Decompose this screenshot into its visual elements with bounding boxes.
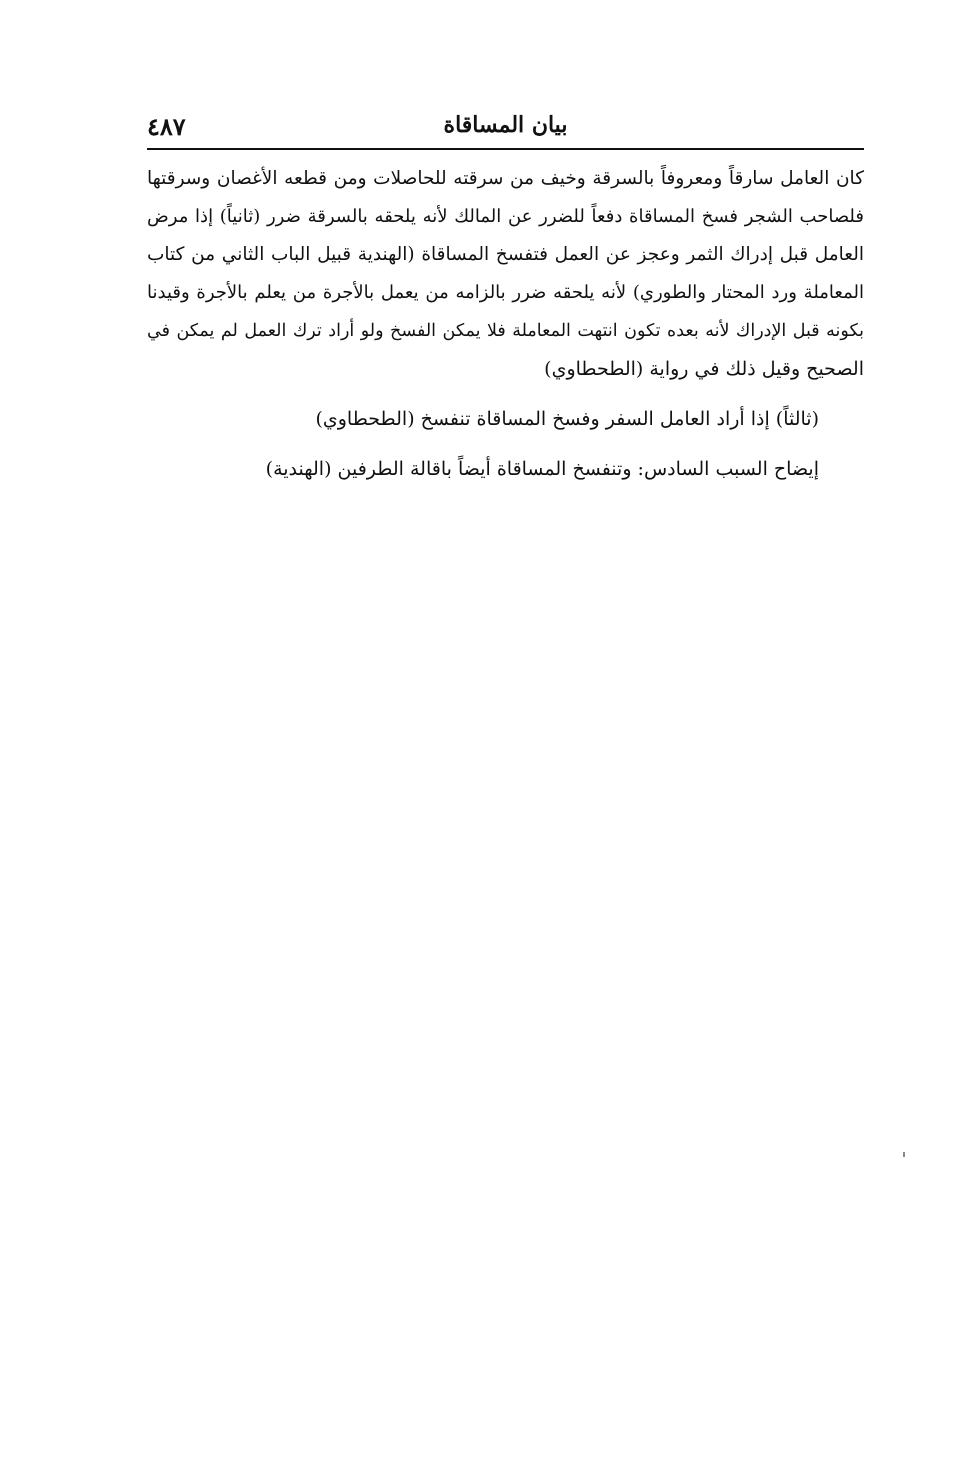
text-line: (ثالثاً) إذا أراد العامل السفر وفسخ المساقاة تنفسخ (الطحطاوي) — [315, 408, 819, 430]
page-header — [147, 110, 864, 146]
text-line: بكونه قبل الإدراك لأنه بعده تكون انتهت المعاملة فلا يمكن الفسخ ولو أراد ترك العمل لم يمكن في — [147, 321, 864, 341]
text-line: العامل قبل إدراك الثمر وعجز عن العمل فتفسخ المساقاة (الهندية قبيل الباب الثاني من كتاب — [147, 244, 864, 265]
paragraph-3 — [147, 450, 864, 488]
paragraph-1 — [147, 160, 864, 388]
text-line: إيضاح السبب السادس: وتنفسخ المساقاة أيضاً باقالة الطرفين (الهندية) — [265, 458, 819, 480]
running-title: بيان المساقاة — [443, 112, 568, 138]
scan-speck — [903, 1152, 905, 1157]
text-line: فلصاحب الشجر فسخ المساقاة دفعاً للضرر عن المالك لأنه يلحقه بالسرقة ضرر (ثانياً) إذا مرض — [147, 206, 864, 227]
text-line: كان العامل سارقاً ومعروفاً بالسرقة وخيف من سرقته للحاصلات ومن قطعه الأغصان وسرقتها — [147, 168, 864, 189]
body-text — [147, 160, 864, 488]
page-number: ٤٨٧ — [147, 112, 186, 141]
text-line: الصحيح وقيل ذلك في رواية (الطحطاوي) — [544, 358, 864, 380]
paragraph-2 — [147, 400, 864, 438]
text-line: المعاملة ورد المحتار والطوري) لأنه يلحقه ضرر بالزامه من يعمل بالأجرة من يعلم بالأجرة وقيدنا — [147, 282, 864, 303]
header-rule — [147, 148, 864, 150]
